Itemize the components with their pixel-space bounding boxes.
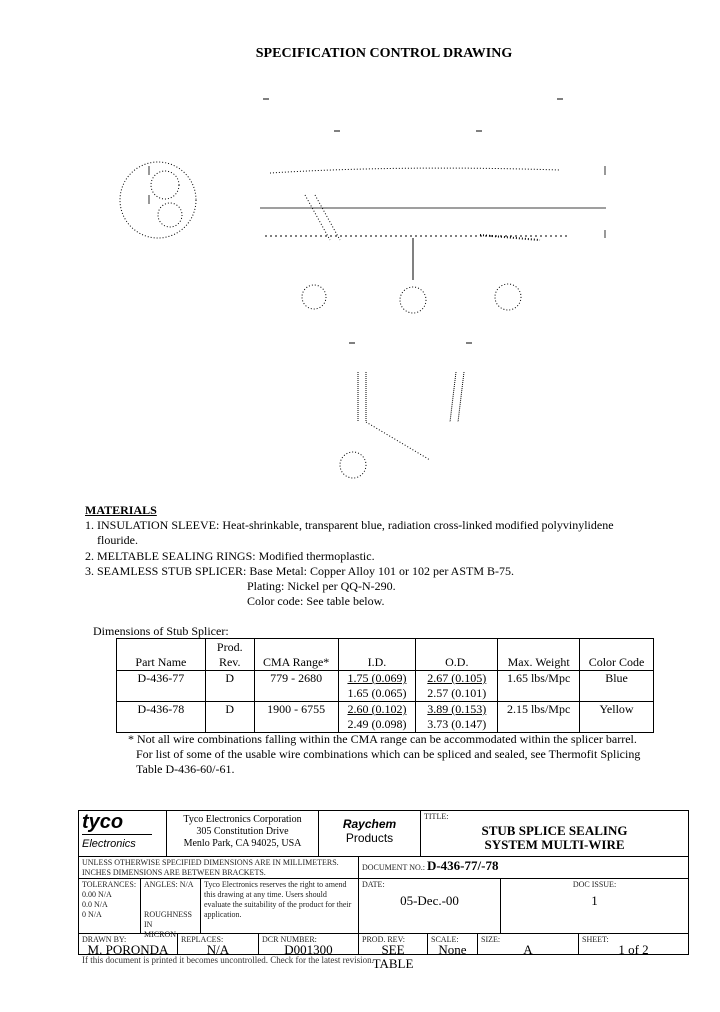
cell-rev: D	[205, 702, 254, 733]
header-color: Color Code	[580, 639, 654, 671]
roughness: MICRON	[144, 930, 177, 939]
logo-sub: Electronics	[82, 838, 136, 850]
tol-label: TOLERANCES:	[82, 880, 137, 889]
footer-note: If this document is printed it becomes uncontrolled. Check for the latest revision.	[82, 955, 374, 965]
field-value: A	[523, 942, 533, 957]
drawing-title	[421, 811, 688, 856]
cell-part: D-436-78	[117, 702, 206, 733]
dcr-number	[259, 934, 359, 957]
cell-id	[338, 702, 416, 733]
brand-name: Raychem	[342, 817, 397, 831]
units-line: UNLESS OTHERWISE SPECIFIED DIMENSIONS ARE IN MILLIMETERS.	[82, 858, 339, 867]
size	[478, 934, 579, 957]
angles-roughness	[141, 879, 201, 939]
issue-value: 1	[591, 893, 598, 908]
cell-cma: 779 - 2680	[254, 671, 338, 702]
table-note: Table D-436-60/-61.	[136, 762, 235, 776]
field-value: SEE TABLE	[372, 942, 414, 971]
disclaimer: Tyco Electronics reserves the right to amend this drawing at any time. Users should evaluate the suitability of the product for their application.	[201, 879, 359, 933]
table-row	[117, 702, 654, 733]
issue-label: DOC ISSUE:	[572, 880, 617, 889]
dimensions-table	[116, 638, 654, 733]
header-id: I.D.	[338, 639, 416, 671]
field-value: N/A	[206, 942, 230, 957]
table-caption: Dimensions of Stub Splicer:	[93, 624, 229, 638]
id-min: 1.65 (0.065)	[347, 686, 407, 700]
od-max: 3.89 (0.153)	[427, 702, 487, 716]
balloon-3	[495, 284, 521, 310]
address-line: Menlo Park, CA 94025, USA	[183, 838, 302, 849]
tol-value: 0.0 N/A	[82, 900, 108, 909]
od-min: 2.57 (0.101)	[427, 686, 487, 700]
id-max: 2.60 (0.102)	[347, 702, 407, 716]
balloon-4	[340, 452, 366, 478]
header-rev: Prod. Rev.	[205, 639, 254, 671]
brand-sub: Products	[345, 831, 394, 845]
material-item: Color code: See table below.	[247, 594, 385, 608]
material-item: 3. SEAMLESS STUB SPLICER: Base Metal: Copper Alloy 101 or 102 per ASTM B-75.	[85, 564, 515, 578]
raychem-brand	[319, 811, 421, 856]
field-label: PROD. REV:	[362, 935, 405, 944]
field-label: SHEET:	[582, 935, 609, 944]
docno-value: D-436-77/-78	[426, 858, 499, 873]
od-max: 2.67 (0.105)	[427, 671, 487, 685]
logo-text: tyco	[82, 811, 124, 833]
cell-rev: D	[205, 671, 254, 702]
units-note	[79, 857, 359, 878]
field-label: REPLACES:	[181, 935, 224, 944]
header-weight: Max. Weight	[498, 639, 580, 671]
material-item: Plating: Nickel per QQ-N-290.	[247, 579, 396, 593]
sheet	[579, 934, 688, 957]
title-label: TITLE:	[424, 812, 449, 821]
balloon-1	[302, 285, 326, 309]
materials-heading: MATERIALS	[85, 503, 157, 517]
field-value: None	[438, 942, 467, 957]
cell-od	[416, 702, 498, 733]
tolerances	[79, 879, 141, 933]
company-name: Tyco Electronics Corporation	[183, 814, 302, 825]
header-cma: CMA Range*	[254, 639, 338, 671]
date-value: 05-Dec.-00	[400, 893, 459, 908]
cell-cma: 1900 - 6755	[254, 702, 338, 733]
table-row	[117, 671, 654, 702]
angles: ANGLES: N/A	[144, 880, 194, 889]
header-od: O.D.	[416, 639, 498, 671]
id-min: 2.49 (0.098)	[347, 717, 407, 731]
page-title: SPECIFICATION CONTROL DRAWING	[255, 46, 513, 61]
field-label: SCALE:	[431, 935, 459, 944]
id-max: 1.75 (0.069)	[347, 671, 407, 685]
document-number	[359, 857, 688, 878]
address-line: 305 Constitution Drive	[196, 826, 289, 837]
cell-part: D-436-77	[117, 671, 206, 702]
cell-color: Blue	[580, 671, 654, 702]
table-note: * Not all wire combinations falling within the CMA range can be accommodated within the splicer barrel.	[128, 732, 637, 746]
title-line: STUB SPLICE SEALING	[481, 823, 628, 838]
field-value: M. PORONDA	[87, 942, 169, 957]
table-header	[117, 639, 654, 671]
doc-issue-cell	[501, 879, 688, 933]
prod-rev	[359, 934, 428, 971]
splice-drawing	[100, 80, 640, 480]
cell-id	[338, 671, 416, 702]
date-label: DATE:	[362, 880, 385, 889]
field-label: SIZE:	[481, 935, 501, 944]
tol-value: 0 N/A	[82, 910, 102, 919]
od-min: 3.73 (0.147)	[427, 717, 487, 731]
material-item: 1. INSULATION SLEEVE: Heat-shrinkable, transparent blue, radiation cross-linked modified polyvinylidene	[85, 518, 614, 532]
cell-color: Yellow	[580, 702, 654, 733]
material-item: flouride.	[97, 533, 138, 547]
material-item: 2. MELTABLE SEALING RINGS: Modified thermoplastic.	[85, 549, 375, 563]
drawn-by	[79, 934, 178, 957]
roughness: ROUGHNESS IN	[144, 910, 193, 929]
cell-weight: 2.15 lbs/Mpc	[498, 702, 580, 733]
field-label: DCR NUMBER:	[262, 935, 317, 944]
company-address	[167, 811, 319, 856]
units-line: INCHES DIMENSIONS ARE BETWEEN BRACKETS.	[82, 868, 266, 877]
title-line: SYSTEM MULTI-WIRE	[484, 837, 625, 852]
sleeve-outline	[270, 168, 560, 173]
tyco-logo	[79, 811, 167, 856]
scale	[428, 934, 478, 957]
header-part: Part Name	[117, 639, 206, 671]
field-label: DRAWN BY:	[82, 935, 127, 944]
replaces	[178, 934, 259, 957]
field-value: D001300	[284, 942, 333, 957]
cell-weight: 1.65 lbs/Mpc	[498, 671, 580, 702]
cell-od	[416, 671, 498, 702]
docno-label: DOCUMENT NO.:	[362, 863, 425, 872]
table-note: For list of some of the usable wire combinations which can be spliced and sealed, see Thermofit Splicing	[136, 747, 641, 761]
field-value: 1 of 2	[618, 942, 649, 957]
date-cell	[359, 879, 501, 933]
tol-value: 0.00 N/A	[82, 890, 112, 899]
balloon-2	[400, 287, 426, 313]
dimension-arrows	[149, 99, 606, 343]
